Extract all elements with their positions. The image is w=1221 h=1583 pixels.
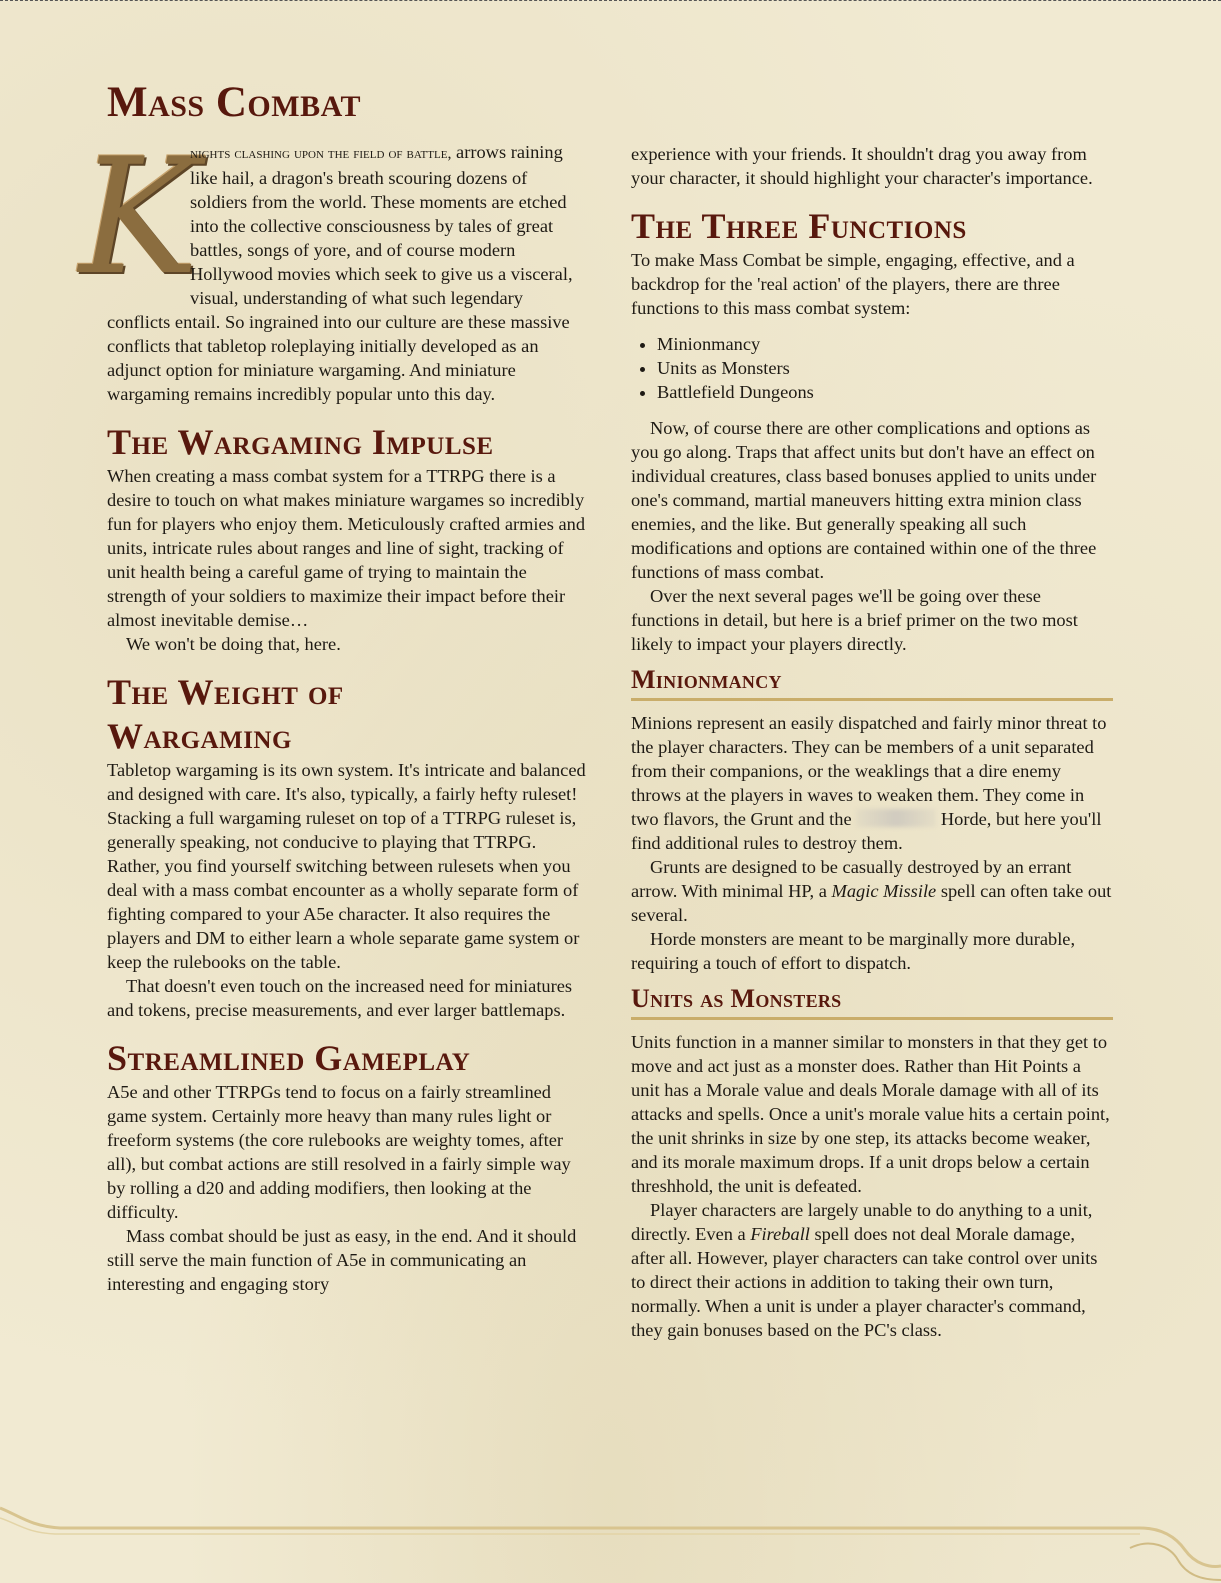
minionmancy-p1 <box>631 711 1113 855</box>
minionmancy-p1-text-end: Horde, but here you'll find additional rules to destroy them. <box>631 809 1102 853</box>
three-functions-p3: Over the next several pages we'll be going over these functions in detail, but here is a brief primer on the two most likely to impact your players directly. <box>631 586 1078 654</box>
page-top-border <box>0 0 1221 1</box>
heading-wargaming-impulse: The Wargaming Impulse <box>107 422 494 462</box>
minionmancy-p3: Horde monsters are meant to be marginally more durable, requiring a touch of effort to dispatch. <box>631 929 1076 973</box>
redacted-word <box>856 809 936 827</box>
heading-weight-of-wargaming: The Weight of Wargaming <box>107 672 344 756</box>
heading-minionmancy: Minionmancy <box>631 664 1113 701</box>
streamlined-p1: A5e and other TTRPGs tend to focus on a fairly streamlined game system. Certainly more heavy than many rules light or freeform systems (the core rulebooks are weighty tomes, after all), but combat actions are still resolved in a fairly simple way by rolling a d20 and adding modifiers, then looking at the difficulty. <box>107 1082 571 1222</box>
intro-section <box>79 123 589 406</box>
heading-three-functions: The Three Functions <box>631 206 967 246</box>
spell-name: Fireball <box>750 1224 810 1244</box>
spell-name: Magic Missile <box>831 881 937 901</box>
page-title: Mass Combat <box>107 79 362 126</box>
intro-rest: arrows raining like hail, a dragon's breath scouring dozens of soldiers from the world. These moments are etched into the collective consciousness by tales of great battles, songs of yore, and of course modern Hollywood movies which seek to give us a visceral, visual, understanding of what such legendary conflicts entail. So ingrained into our culture are these massive conflicts that tabletop roleplaying initially developed as an adjunct option for miniature wargaming. And miniature wargaming remains incredibly popular unto this day. <box>107 142 573 404</box>
weight-p2: That doesn't even touch on the increased need for miniatures and tokens, precise measurements, and ever larger battlemaps. <box>107 976 573 1020</box>
list-item: • Battlefield Dungeons <box>657 380 1113 404</box>
heading-streamlined-gameplay: Streamlined Gameplay <box>107 1038 471 1078</box>
heading-units-as-monsters: Units as Monsters <box>631 983 1113 1020</box>
footer-ornament <box>0 1488 1221 1583</box>
wargaming-impulse-p1: When creating a mass combat system for a TTRPG there is a desire to touch on what makes miniature wargames so incredibly fun for players who enjoy them. Meticulously crafted armies and units, intricate rules about ranges and line of sight, tracking of unit health being a careful game of trying to maintain the strength of your soldiers to maximize their impact before their almost inevitable demise… <box>107 466 586 630</box>
minionmancy-p2-text-end: spell can often take out several. <box>631 881 1112 925</box>
minionmancy-p1-text: Minions represent an easily dispatched and fairly minor threat to the player characters. They can be members of a unit separated from their companions, or the weaklings that a dire enemy throws at the players in waves to weaken them. They come in two flavors, the Grunt and the <box>631 713 1107 829</box>
dropcap-letter: K <box>79 123 199 310</box>
units-p2-text-end: spell does not deal Morale damage, after all. However, player characters can take control over units to direct their actions in addition to taking their own turn, normally. When a unit is under a player character's command, they gain bonuses based on the PC's class. <box>631 1224 1098 1340</box>
list-item: • Units as Monsters <box>657 356 1113 380</box>
intro-lead: nights clashing upon the field of battle, <box>190 145 452 162</box>
wargaming-impulse-p2: We won't be doing that, here. <box>126 634 341 654</box>
weight-p1: Tabletop wargaming is its own system. It's intricate and balanced and designed with care. It's also, typically, a fairly hefty ruleset! Stacking a full wargaming ruleset on top of a TTRPG ruleset is, generally speaking, not conducive to playing that TTRPG. Rather, you find yourself switching between rulesets when you deal with a mass combat encounter as a wholly separate form of fighting compared to your A5e character. It also requires the players and DM to either learn a whole separate game system or keep the rulebooks on the table. <box>107 760 586 972</box>
units-p1: Units function in a manner similar to monsters in that they get to move and act just as a monster does. Rather than Hit Points a unit has a Morale value and deals Morale damage with all of its attacks and spells. Once a unit's morale value hits a certain point, the unit shrinks in size by one step, its attacks become weaker, and its morale maximum drops. If a unit drops below a certain threshhold, the unit is defeated. <box>631 1032 1110 1196</box>
functions-list <box>631 332 1113 404</box>
units-p2 <box>631 1198 1113 1342</box>
three-functions-p2: Now, of course there are other complications and options as you go along. Traps that affect units but don't have an effect on individual creatures, class based bonuses applied to units under one's command, martial maneuvers hitting extra minion class enemies, and the like. But generally speaking all such modifications and options are contained within one of the three functions of mass combat. <box>631 418 1097 582</box>
minionmancy-p2 <box>631 855 1113 927</box>
minionmancy-p2-text: Grunts are designed to be casually destroyed by an errant arrow. With minimal HP, a <box>631 857 1072 901</box>
units-p2-text: Player characters are largely unable to do anything to a unit, directly. Even a <box>631 1200 1093 1244</box>
list-item: • Minionmancy <box>657 332 1113 356</box>
streamlined-p2: Mass combat should be just as easy, in the end. And it should still serve the main function of A5e in communicating an interesting and engaging story <box>107 1226 577 1294</box>
continuation-paragraph: experience with your friends. It shouldn't drag you away from your character, it should highlight your character's importance. <box>631 144 1093 188</box>
left-column <box>79 78 589 1296</box>
right-column <box>631 142 1113 1342</box>
three-functions-p1: To make Mass Combat be simple, engaging, effective, and a backdrop for the 'real action' of the players, there are three functions to this mass combat system: <box>631 250 1075 318</box>
